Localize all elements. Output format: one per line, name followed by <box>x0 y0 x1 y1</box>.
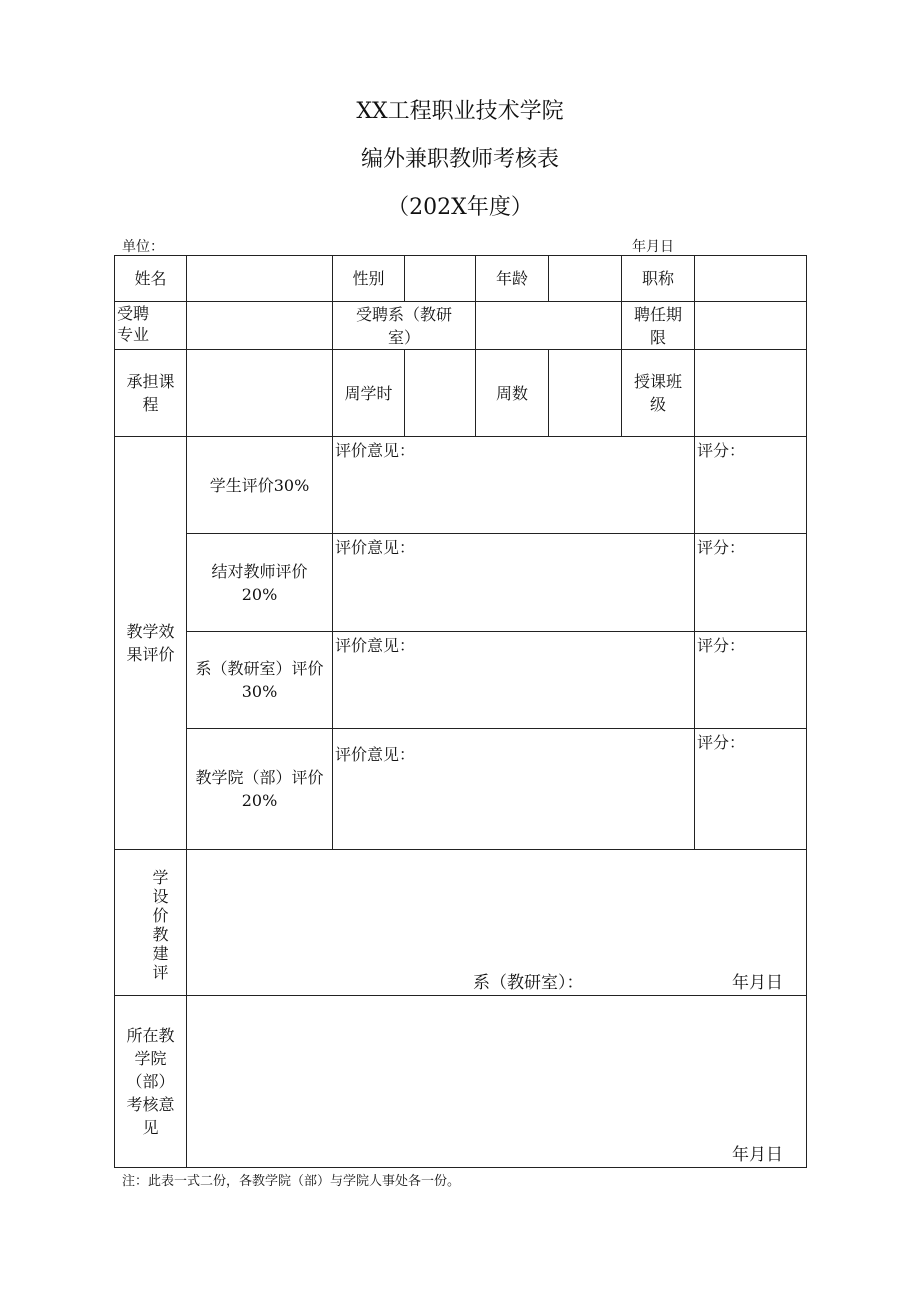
weeks-field[interactable] <box>549 350 622 437</box>
classes-label: 授课班级 <box>622 350 695 437</box>
effect-label: 教学效果评价 <box>115 437 187 850</box>
dept-field[interactable] <box>476 302 622 350</box>
name-field[interactable] <box>187 256 333 302</box>
eval-score-field[interactable]: 评分： <box>695 632 807 729</box>
major-label: 受聘专业 <box>115 302 187 350</box>
document-title: XX工程职业技术学院 <box>356 99 564 124</box>
eval-score-field[interactable]: 评分： <box>695 534 807 632</box>
weekly-hours-label: 周学时 <box>333 350 405 437</box>
suggest-date-label: 年月日 <box>732 973 783 993</box>
age-field[interactable] <box>549 256 622 302</box>
term-field[interactable] <box>695 302 807 350</box>
gender-label: 性别 <box>333 256 405 302</box>
college-field[interactable] <box>187 996 807 1168</box>
term-label: 聘任期限 <box>622 302 695 350</box>
suggest-field[interactable] <box>187 850 807 996</box>
title-field[interactable] <box>695 256 807 302</box>
eval-row-label: 系（教研室）评价30% <box>187 632 333 729</box>
eval-row-label: 结对教师评价20% <box>187 534 333 632</box>
suggest-sign-label: 系（教研室）： <box>473 973 584 993</box>
footer-note: 注：此表一式二份，各教学院（部）与学院人事处各一份。 <box>122 1174 461 1189</box>
course-field[interactable] <box>187 350 333 437</box>
eval-comment-field[interactable]: 评价意见： <box>333 729 695 850</box>
year-subtitle: （202X年度） <box>387 195 533 220</box>
assessment-table <box>114 255 807 1168</box>
date-label: 年月日 <box>632 239 674 255</box>
eval-comment-field[interactable]: 评价意见： <box>333 632 695 729</box>
age-label: 年龄 <box>476 256 549 302</box>
gender-field[interactable] <box>405 256 476 302</box>
eval-score-field[interactable]: 评分： <box>695 437 807 534</box>
course-label: 承担课程 <box>115 350 187 437</box>
name-label: 姓名 <box>115 256 187 302</box>
suggest-label: 学设价教建评 <box>115 850 187 996</box>
college-label: 所在教学院（部）考核意见 <box>115 996 187 1168</box>
unit-label: 单位： <box>122 239 164 255</box>
form-title: 编外兼职教师考核表 <box>360 147 559 172</box>
title-label: 职称 <box>622 256 695 302</box>
eval-score-field[interactable]: 评分： <box>695 729 807 850</box>
dept-label: 受聘系（教研室） <box>333 302 476 350</box>
college-date-label: 年月日 <box>732 1145 783 1165</box>
weekly-hours-field[interactable] <box>405 350 476 437</box>
eval-comment-field[interactable]: 评价意见： <box>333 534 695 632</box>
weeks-label: 周数 <box>476 350 549 437</box>
eval-row-label: 教学院（部）评价20% <box>187 729 333 850</box>
major-field[interactable] <box>187 302 333 350</box>
eval-comment-field[interactable]: 评价意见： <box>333 437 695 534</box>
eval-row-label: 学生评价30% <box>187 437 333 534</box>
classes-field[interactable] <box>695 350 807 437</box>
